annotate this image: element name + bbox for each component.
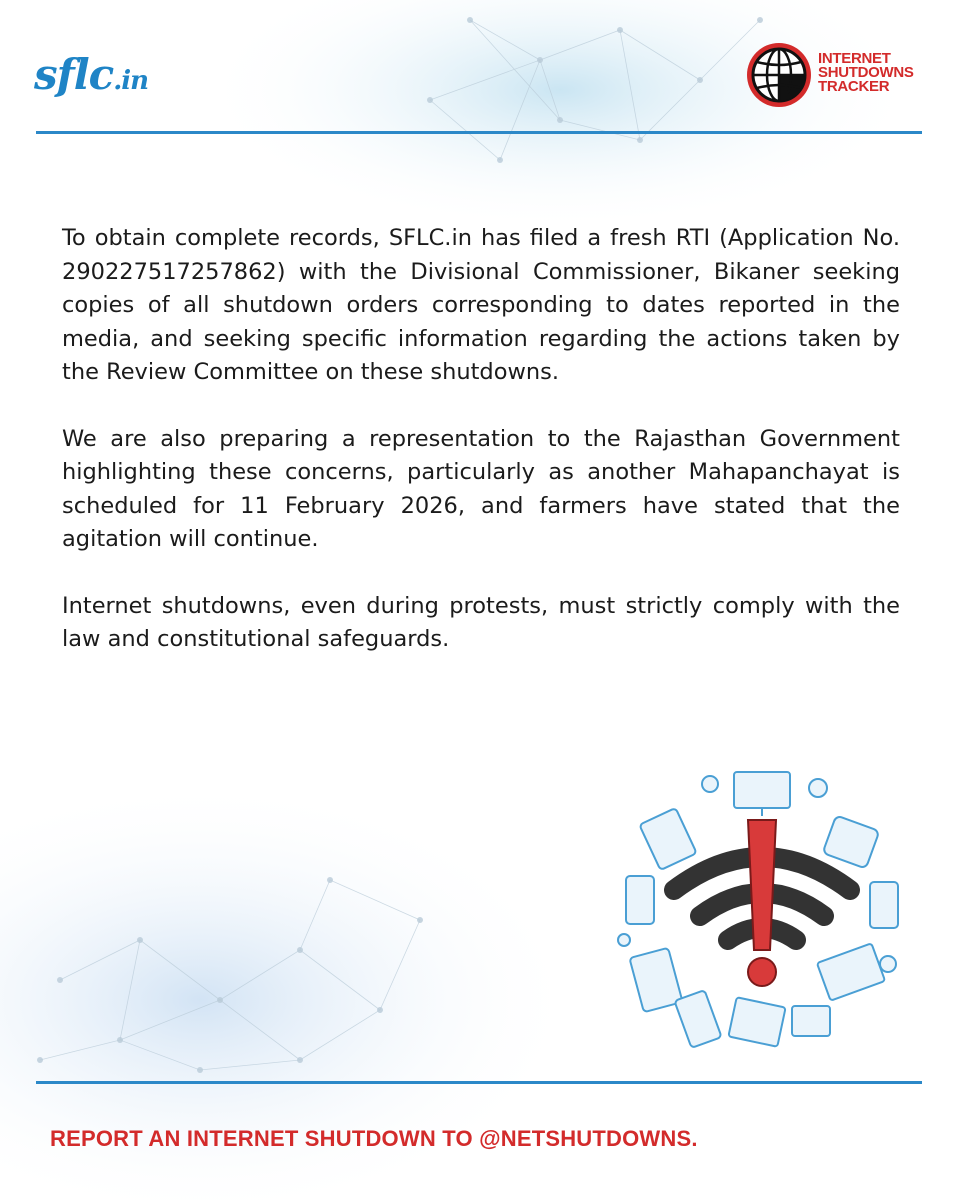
warning-exclamation-icon bbox=[748, 820, 776, 986]
body-text bbox=[62, 222, 900, 690]
report-shutdown-cta: REPORT AN INTERNET SHUTDOWN TO @NETSHUTDOWNS. bbox=[50, 1126, 698, 1151]
header-divider bbox=[36, 131, 922, 134]
paragraph-rti: To obtain complete records, SFLC.in has filed a fresh RTI (Application No. 290227517257862) with the Divisional Commissioner, Bikaner seeking copies of all shutdown orders corresponding to dates reported in the media, and seeking specific information regarding the actions taken by the Review Committee on these shutdowns. bbox=[62, 225, 900, 385]
paragraph-law: Internet shutdowns, even during protests, must strictly comply with the law and constitutional safeguards. bbox=[62, 592, 900, 652]
tracker-line-1: INTERNET bbox=[818, 50, 891, 67]
wifi-warning-illustration bbox=[612, 764, 912, 1064]
globe-icon bbox=[744, 40, 814, 110]
sflc-logo bbox=[34, 40, 184, 110]
sflc-logo-text: sflc bbox=[34, 50, 114, 99]
footer-divider bbox=[36, 1081, 922, 1084]
tracker-title bbox=[818, 52, 914, 94]
tracker-line-2: SHUTDOWNS bbox=[818, 64, 914, 81]
sflc-logo-suffix: .in bbox=[113, 66, 149, 96]
tracker-line-3: TRACKER bbox=[818, 78, 890, 95]
internet-shutdowns-tracker-logo bbox=[744, 40, 934, 110]
paragraph-representation: We are also preparing a representation to the Rajasthan Government highlighting these concerns, particularly as another Mahapanchayat is scheduled for 11 February 2026, and farmers have stated that the agitation will continue. bbox=[62, 425, 900, 552]
